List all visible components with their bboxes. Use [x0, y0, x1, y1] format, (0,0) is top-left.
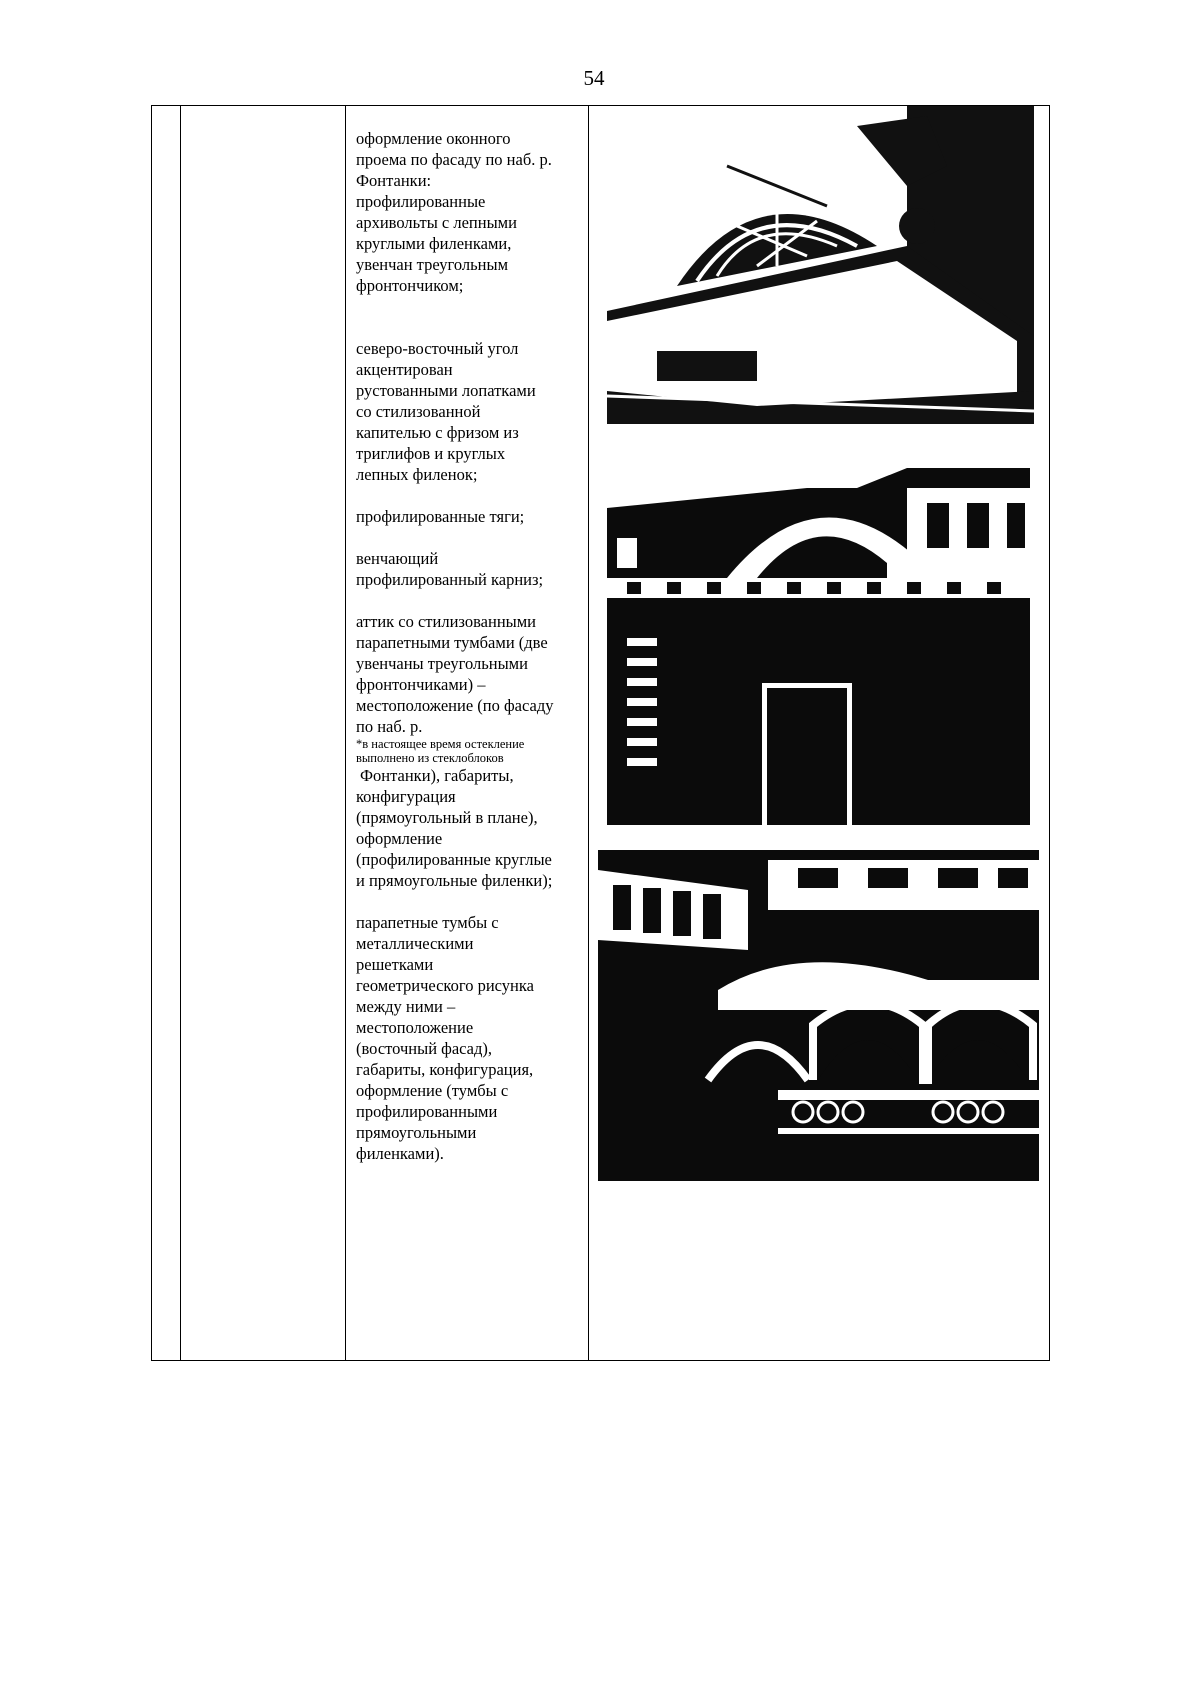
text-line: Фонтанки: — [356, 171, 432, 190]
text-line: триглифов и круглых — [356, 444, 506, 463]
text-line: увенчан треугольным — [356, 255, 509, 274]
text-line: Фонтанки), габариты, — [360, 766, 514, 785]
text-line: архивольты с лепными — [356, 213, 517, 232]
text-line: лепных филенок; — [356, 465, 478, 484]
description-column — [356, 128, 578, 1185]
column-divider-2 — [345, 106, 346, 1360]
text-line: прямоугольными — [356, 1123, 477, 1142]
text-line: парапетными тумбами (две — [356, 633, 548, 652]
text-line: геометрического рисунка — [356, 976, 534, 995]
entry-crowning-cornice — [356, 548, 578, 590]
text-line: решетками — [356, 955, 434, 974]
entry-window-opening — [356, 128, 578, 296]
entry-parapet-posts — [356, 912, 578, 1164]
text-line: круглыми филенками, — [356, 234, 512, 253]
text-line: венчающий — [356, 549, 439, 568]
text-line: оформление (тумбы с — [356, 1081, 509, 1100]
text-line: профилированные — [356, 192, 486, 211]
text-line: (профилированные круглые — [356, 850, 552, 869]
entry-northeast-corner — [356, 338, 578, 485]
page-number: 54 — [583, 66, 605, 90]
column-divider-3 — [588, 106, 589, 1360]
text-line: со стилизованной — [356, 402, 481, 421]
arcade-railing-image — [598, 850, 1039, 1181]
entry-attic — [356, 611, 578, 891]
entry-profiled-cornices — [356, 506, 578, 527]
text-line: увенчаны треугольными — [356, 654, 528, 673]
text-line: филенками). — [356, 1144, 444, 1163]
text-line: (прямоугольный в плане), — [356, 808, 538, 827]
text-line: аттик со стилизованными — [356, 612, 537, 631]
text-line: местоположение (по фасаду — [356, 696, 554, 715]
text-line: по наб. р. — [356, 717, 423, 736]
text-line: профилированные тяги; — [356, 507, 525, 526]
column-divider-1 — [180, 106, 181, 1360]
footnote-line: *в настоящее время остекление — [356, 737, 525, 751]
text-line: профилированными — [356, 1102, 498, 1121]
text-line: фронтончиками) – — [356, 675, 486, 694]
text-line: парапетные тумбы с — [356, 913, 499, 932]
text-line: металлическими — [356, 934, 474, 953]
text-line: конфигурация — [356, 787, 456, 806]
text-line: рустованными лопатками — [356, 381, 536, 400]
text-line: оформление оконного — [356, 129, 511, 148]
text-line: северо-восточный угол — [356, 339, 519, 358]
text-line: между ними – — [356, 997, 456, 1016]
corner-arch-image — [607, 448, 1030, 825]
text-line: габариты, конфигурация, — [356, 1060, 534, 1079]
text-line: (восточный фасад), — [356, 1039, 493, 1058]
footnote-line: выполнено из стеклоблоков — [356, 751, 504, 765]
text-line: фронтончиком; — [356, 276, 464, 295]
text-line: проема по фасаду по наб. р. — [356, 150, 552, 169]
text-line: капителью с фризом из — [356, 423, 519, 442]
window-arch-image — [607, 106, 1034, 424]
facade-window-photo — [607, 106, 1034, 424]
text-line: и прямоугольные филенки); — [356, 871, 553, 890]
text-line: местоположение — [356, 1018, 474, 1037]
text-line: оформление — [356, 829, 443, 848]
northeast-corner-photo — [607, 448, 1030, 825]
text-line: акцентирован — [356, 360, 453, 379]
parapet-railings-photo — [598, 850, 1039, 1181]
text-line: профилированный карниз; — [356, 570, 544, 589]
